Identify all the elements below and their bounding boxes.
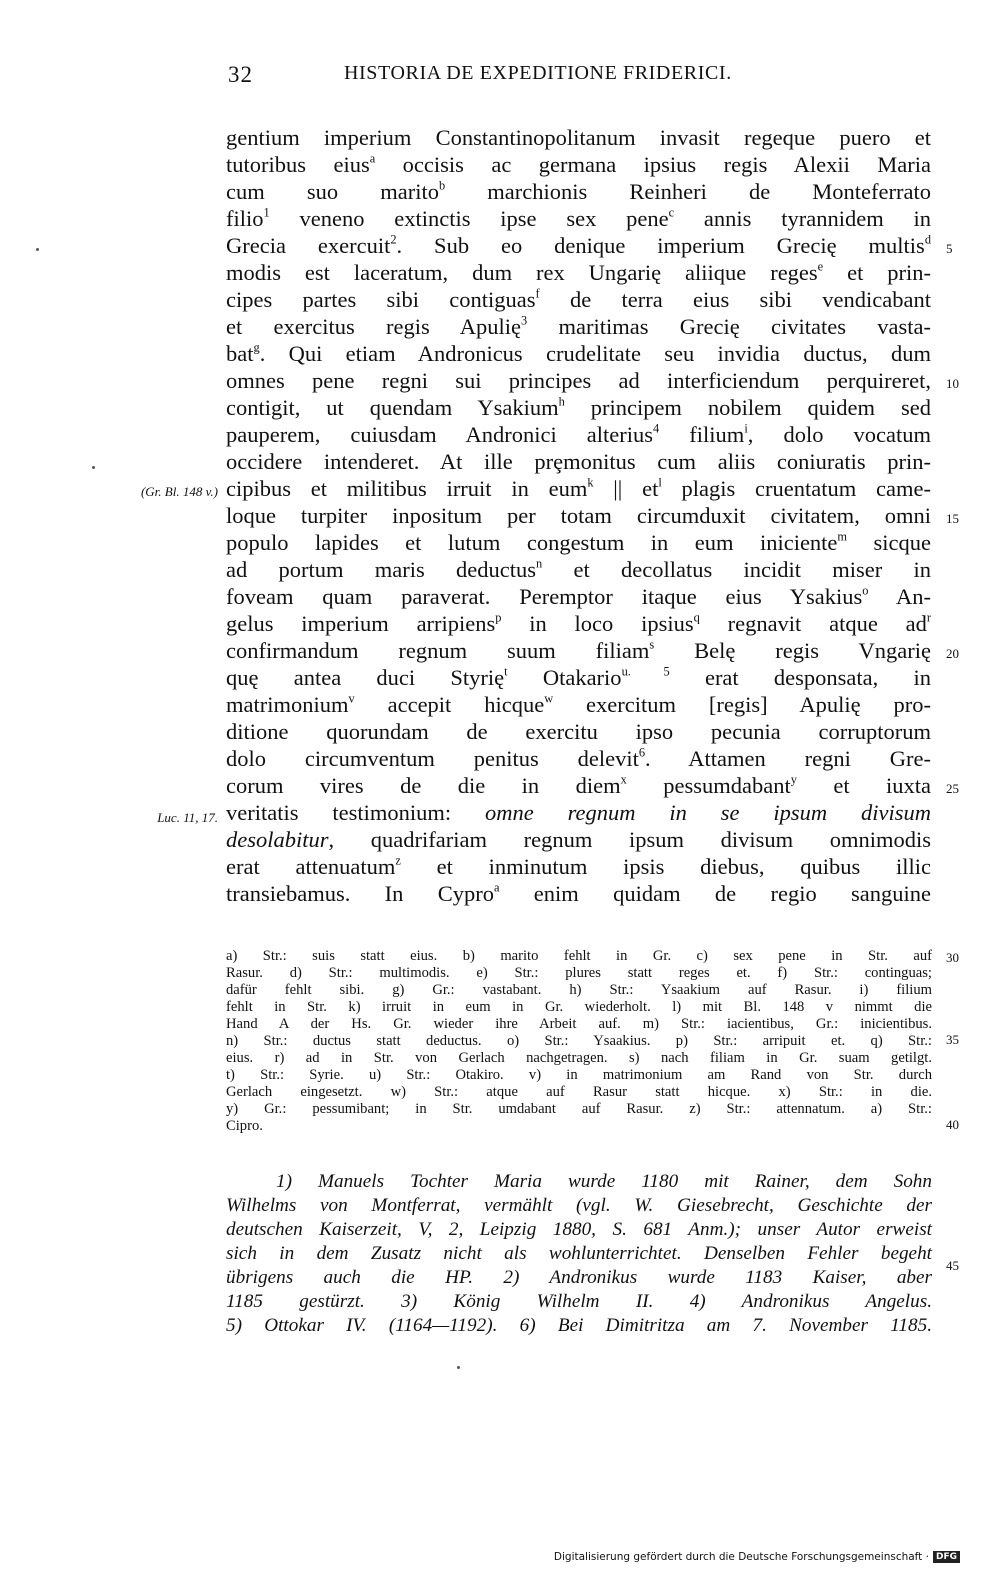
text-line: loque turpiter inpositum per totam circumduxit civitatem, omni — [226, 503, 931, 528]
line-number: 15 — [946, 511, 959, 526]
text-line: et exercitus regis Apulię$^3$ maritimas Grecię civitates vasta- — [226, 313, 932, 339]
text-line: filio$^1$ veneno extinctis ipse sex pene$^c$ annis tyrannidem in — [226, 205, 931, 231]
text-line: desolabitur, quadrifariam regnum ipsum divisum omnimodis — [226, 827, 931, 852]
line-number: 40 — [946, 1117, 959, 1132]
note-line: 1) Manuels Tochter Maria wurde 1180 mit Rainer, dem Sohn — [276, 1171, 932, 1192]
credit-text: Digitalisierung gefördert durch die Deutsche Forschungsgemeinschaft · — [553, 1551, 929, 1563]
page-header — [228, 62, 933, 98]
text-line: occidere intenderet. At ille prȩmonitus cum aliis coniuratis prin- — [226, 449, 931, 474]
text-line: pauperem, cuiusdam Andronici alterius$^4$ filium$^i$, dolo vocatum — [226, 421, 932, 447]
apparatus-line: y) Gr.: pessumibant; in Str. umdabant auf Rasur. z) Str.: attennatum. a) Str.: — [226, 1101, 932, 1117]
text-line: confirmandum regnum suum filiam$^s$ Belę regis Vngarię — [226, 637, 931, 663]
print-speck — [36, 248, 39, 251]
apparatus-line: n) Str.: ductus statt deductus. o) Str.: Ysaakius. p) Str.: arripuit et. q) Str.: — [226, 1033, 932, 1049]
text-line: tutoribus eius$^a$ occisis ac germana ipsius regis Alexii Maria — [226, 151, 931, 177]
text-line: omnes pene regni sui principes ad interficiendum perquireret, — [226, 368, 931, 393]
text-line: gentium imperium Constantinopolitanum invasit regeque puero et — [226, 125, 931, 150]
text-line: cipibus et militibus irruit in eum$^k$ || $et^l$ plagis cruentatum came- — [226, 475, 931, 501]
text-line: cum suo marito$^b$ marchionis Reinheri de Monteferrato — [226, 178, 931, 204]
text-line: matrimonium$^v$ accepit hicque$^w$ exercitum [regis] Apulię pro- — [226, 691, 931, 717]
apparatus-line: eius. r) ad in Str. von Gerlach nachgetragen. s) nach filiam in Gr. suam getilgt. — [226, 1050, 932, 1066]
line-number: 5 — [946, 241, 953, 256]
text-line: erat attenuatum$^z$ et inminutum ipsis diebus, quibus illic — [226, 853, 931, 879]
apparatus-line: Cipro. — [226, 1118, 263, 1134]
line-number: 10 — [946, 376, 959, 391]
apparatus-line: Gerlach eingesetzt. w) Str.: atque auf Rasur statt hicque. x) Str.: in die. — [226, 1084, 932, 1100]
note-line: sich in dem Zusatz nicht als wohlunterrichtet. Denselben Fehler begeht — [226, 1243, 932, 1264]
apparatus-line: Rasur. d) Str.: multimodis. e) Str.: plures statt reges et. f) Str.: continguas; — [226, 965, 932, 981]
note-line: deutschen Kaiserzeit, V, 2, Leipzig 1880, S. 681 Anm.); unser Autor erweist — [226, 1219, 932, 1240]
digitization-credit — [554, 1551, 960, 1563]
text-line: corum vires de die in diem$^x$ pessumdabant$^y$ et iuxta — [226, 772, 932, 798]
text-line: contigit, ut quendam Ysakium$^h$ principem nobilem quidem sed — [226, 394, 931, 420]
line-number: 25 — [946, 781, 959, 796]
note-line: übrigens auch die HP. 2) Andronikus wurde 1183 Kaiser, aber — [226, 1267, 932, 1288]
dfg-logo: DFG — [933, 1551, 960, 1563]
margin-bible-ref: Luc. 11, 17. — [157, 810, 218, 825]
text-line: Grecia exercuit$^2$. Sub eo denique imperium Grecię multis$^d$ — [226, 232, 931, 258]
text-line: veritatis testimonium: omne regnum in se ipsum divisum — [226, 800, 931, 825]
text-line: gelus imperium arripiens$^p$ in loco ipsius$^q$ regnavit atque $ad^r$ — [226, 610, 931, 636]
apparatus-line: a) Str.: suis statt eius. b) marito fehlt in Gr. c) sex pene in Str. auf — [226, 948, 932, 964]
text-line: ad portum maris deductus$^n$ et decollatus incidit miser in — [226, 556, 931, 582]
text-line: transiebamus. In Cypro$^a$ enim quidam de regio sanguine — [226, 880, 931, 906]
apparatus-line: t) Str.: Syrie. u) Str.: Otakiro. v) in matrimonium am Rand von Str. durch — [226, 1067, 932, 1083]
text-line: cipes partes sibi contiguas$^f$ de terra eius sibi vendicabant — [226, 286, 931, 312]
print-speck — [457, 1366, 460, 1369]
note-line: Wilhelms von Montferrat, vermählt (vgl. W. Giesebrecht, Geschichte der — [226, 1195, 932, 1216]
text-line: modis est laceratum, dum rex Ungarię aliique reges$^e$ et prin- — [226, 259, 931, 285]
text-line: populo lapides et lutum congestum in eum iniciente$^m$ sicque — [226, 529, 931, 555]
line-number: 45 — [946, 1258, 959, 1273]
text-line: ditione quorundam de exercitu ipso pecunia corruptorum — [226, 719, 931, 744]
text-line: dolo circumventum penitus delevit$^6$. Attamen regni Gre- — [226, 745, 931, 771]
note-line: 5) Ottokar IV. (1164—1192). 6) Bei Dimitritza am 7. November 1185. — [226, 1315, 932, 1336]
apparatus-line: dafür fehlt sibi. g) Gr.: vastabant. h) Str.: Ysaakium auf Rasur. i) filium — [226, 982, 932, 998]
line-number: 30 — [946, 950, 959, 965]
page-number: 32 — [228, 62, 253, 87]
text-line: foveam quam paraverat. Peremptor itaque eius Ysakius$^o$ An- — [226, 583, 931, 609]
text-line: quę antea duci Styrię$^t$ Otakario$^{u. 5}$ erat desponsata, in — [226, 664, 931, 690]
text-line: bat$^g$. Qui etiam Andronicus crudelitate seu invidia ductus, dum — [226, 340, 931, 366]
note-line: 1185 gestürzt. 3) König Wilhelm II. 4) Andronikus Angelus. — [226, 1291, 932, 1312]
margin-source-ref: (Gr. Bl. 148 v.) — [140, 484, 218, 499]
apparatus-line: Hand A der Hs. Gr. wieder ihre Arbeit auf. m) Str.: iacientibus, Gr.: inicientibus. — [226, 1016, 932, 1032]
line-number: 20 — [946, 646, 959, 661]
running-title: HISTORIA DE EXPEDITIONE FRIDERICI. — [344, 62, 732, 84]
print-speck — [92, 466, 95, 469]
line-number: 35 — [946, 1032, 959, 1047]
apparatus-line: fehlt in Str. k) irruit in eum in Gr. wiederholt. l) mit Bl. 148 v nimmt die — [226, 999, 932, 1015]
